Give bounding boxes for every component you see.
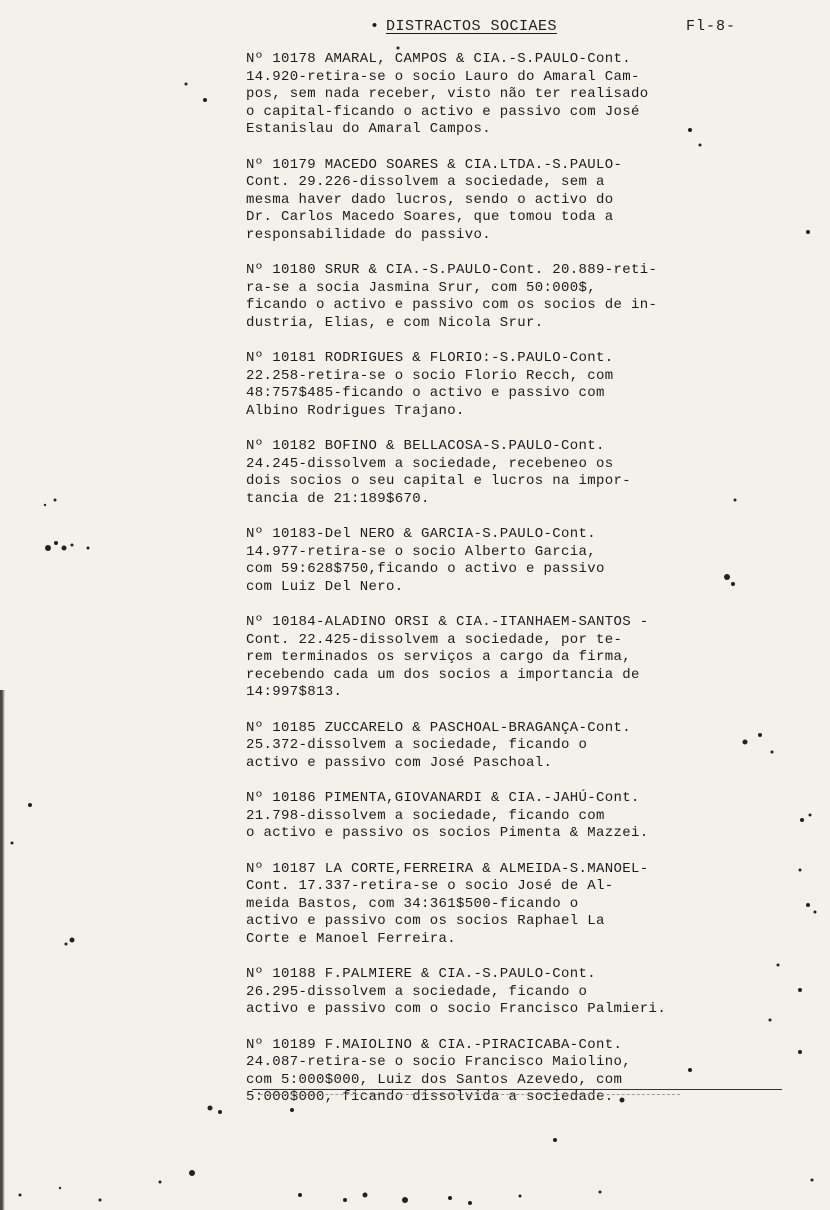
entry-text-line: Nº 10181 RODRIGUES & FLORIO:-S.PAULO-Cont. — [246, 350, 614, 366]
entry-text-line: activo e passivo com o socio Francisco Palmieri. — [246, 1001, 667, 1017]
entry-text-line: dois socios o seu capital e lucros na impor- — [246, 473, 632, 489]
entry-text-line: activo e passivo com os socios Raphael La — [246, 913, 605, 929]
entry-text-line: Albino Rodrigues Trajano. — [246, 402, 465, 419]
entry-text-line: Nº 10187 LA CORTE,FERREIRA & ALMEIDA-S.MANOEL- — [246, 860, 649, 877]
entry-text-line: activo e passivo com José Paschoal. — [246, 754, 553, 771]
entry-text-line: 5:000$000, ficando dissolvida a sociedade. — [246, 1089, 614, 1105]
entry-text-line: 26.295-dissolvem a sociedade, ficando o — [246, 983, 588, 1000]
entry-text-line: Nº 10178 AMARAL, CAMPOS & CIA.-S.PAULO-Cont. — [246, 51, 632, 67]
entry-text-line: pos, sem nada receber, visto não ter realisado — [246, 86, 649, 102]
entry-text-line: Nº 10179 MACEDO SOARES & CIA.LTDA.-S.PAULO- — [246, 156, 623, 173]
entry-text-line: 14:997$813. — [246, 684, 343, 700]
header-bullet-mark: • — [370, 18, 380, 35]
entry-text-line: o capital-ficando o activo e passivo com José — [246, 103, 640, 120]
entry-text-line: Nº 10185 ZUCCARELO & PASCHOAL-BRAGANÇA-Cont. — [246, 719, 632, 736]
entry-text-line: com Luiz Del Nero. — [246, 578, 404, 595]
entry-text-line: com 59:628$750,ficando o activo e passivo — [246, 561, 605, 577]
entry-text-line: 14.920-retira-se o socio Lauro do Amaral Cam- — [246, 68, 640, 85]
entry-text-line: Cont. 22.425-dissolvem a sociedade, por te- — [246, 631, 623, 648]
entry-text-line: com 5:000$000, Luiz dos Santos Azevedo, com — [246, 1071, 623, 1088]
entry-text-line: meida Bastos, com 34:361$500-ficando o — [246, 895, 579, 912]
entry-text-line: tancia de 21:189$670. — [246, 490, 430, 507]
entry-text-line: Nº 10182 BOFINO & BELLACOSA-S.PAULO-Cont. — [246, 438, 605, 454]
entry-text-line: ra-se a socia Jasmina Srur, com 50:000$, — [246, 279, 597, 296]
entry-text-line: 21.798-dissolvem a sociedade, ficando com — [246, 807, 605, 824]
entry-text-line: Nº 10188 F.PALMIERE & CIA.-S.PAULO-Cont. — [246, 966, 597, 982]
entry-text-line: 24.245-dissolvem a sociedade, recebeneo os — [246, 455, 614, 472]
entry-text-line: recebendo cada um dos socios a importancia de — [246, 666, 640, 683]
page-title: DISTRACTOS SOCIAES — [386, 18, 558, 35]
folio-number: Fl-8- — [686, 18, 737, 35]
entry-text-line: Corte e Manoel Ferreira. — [246, 930, 457, 947]
entry-text-line: o activo e passivo os socios Pimenta & Mazzei. — [246, 825, 649, 841]
entry-text-line: 25.372-dissolvem a sociedade, ficando o — [246, 737, 588, 753]
entry-text-line: Nº 10183-Del NERO & GARCIA-S.PAULO-Cont. — [246, 526, 597, 542]
entry-text-line: rem terminados os serviços a cargo da firma, — [246, 649, 632, 665]
entry-text-line: Cont. 17.337-retira-se o socio José de Al- — [246, 878, 614, 894]
entry-text-line: Nº 10186 PIMENTA,GIOVANARDI & CIA.-JAHÚ-Cont. — [246, 790, 640, 806]
entry-text-line: Nº 10180 SRUR & CIA.-S.PAULO-Cont. 20.889-reti- — [246, 262, 658, 278]
entry-text-line: dustria, Elias, e com Nicola Srur. — [246, 314, 544, 331]
entry-text-line: ficando o activo e passivo com os socios de in- — [246, 297, 658, 313]
entry-text-line: responsabilidade do passivo. — [246, 226, 492, 243]
entry-text-line: 22.258-retira-se o socio Florio Recch, com — [246, 367, 614, 384]
entry-text-line: Cont. 29.226-dissolvem a sociedade, sem a — [246, 174, 605, 190]
entry-text-line: Estanislau do Amaral Campos. — [246, 121, 492, 137]
entry-text-line: 48:757$485-ficando o activo e passivo com — [246, 385, 605, 401]
entry-text-line: Nº 10189 F.MAIOLINO & CIA.-PIRACICABA-Cont. — [246, 1036, 623, 1053]
entry-text-line: mesma haver dado lucros, sendo o activo do — [246, 191, 614, 208]
entry-text-line: Nº 10184-ALADINO ORSI & CIA.-ITANHAEM-SANTOS - — [246, 614, 649, 630]
entry-text-line: Dr. Carlos Macedo Soares, que tomou toda a — [246, 209, 614, 225]
entry-text-line: 24.087-retira-se o socio Francisco Maiolino, — [246, 1054, 632, 1070]
entry-text-line: 14.977-retira-se o socio Alberto Garcia, — [246, 543, 597, 560]
